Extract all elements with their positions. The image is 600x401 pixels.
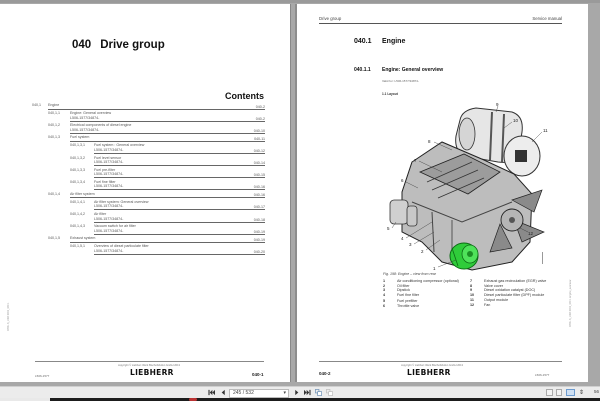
toc-number: 040,1,1 xyxy=(48,111,60,116)
margin-vertical-text: MBSL 6_1004 0042_040 1 Engine_overview xyxy=(569,279,572,327)
go-forward-view-button[interactable] xyxy=(325,389,333,397)
toc-number: 040,1,5 xyxy=(48,236,60,241)
legend-number: 8 xyxy=(470,283,473,288)
chapter-name: Drive group xyxy=(100,39,165,51)
callout-7: 7 xyxy=(414,158,417,163)
footer-copyright: copyright © Liebherr-Werk Bischofshofen GmbH 2013 xyxy=(401,364,463,367)
toc-title xyxy=(70,236,265,243)
legend-text: Oil filter xyxy=(397,283,410,288)
page-dropdown-icon[interactable]: ▾ xyxy=(283,389,286,396)
margin-vertical-text: MBSL 6_1004 0042_040 1 xyxy=(7,302,10,331)
zoom-level[interactable]: 56 xyxy=(593,389,599,394)
running-header-right: Service manual xyxy=(532,16,562,21)
navigation-toolbar xyxy=(0,386,600,398)
page-040-1 xyxy=(0,4,291,382)
toc-page-number: 040-10 xyxy=(253,128,265,133)
toc-title-text: Air filter xyxy=(94,212,107,216)
footer-copyright: copyright © Liebherr-Werk Bischofshofen GmbH 2013 xyxy=(118,364,180,367)
toc-number: 040,1,5,1 xyxy=(70,244,85,249)
toc-page-number: 040-2 xyxy=(255,116,265,121)
toc-page-number: 040-16 xyxy=(253,193,265,198)
last-page-icon xyxy=(304,389,311,396)
callout-2: 2 xyxy=(421,249,424,254)
toc-validity: L506-1577/34874- xyxy=(94,204,124,209)
toc-page-number: 040-12 xyxy=(253,148,265,153)
toc-title-text: Engine xyxy=(48,103,60,107)
toc-page-number: 040-14 xyxy=(253,161,265,165)
valid-for-note: Valid for: L506-1577/34874- xyxy=(382,79,419,83)
legend-text: Exhaust gas recirculation (EGR) valve xyxy=(484,279,547,283)
subsection-title xyxy=(354,67,443,73)
toc-title-text: Vacuum switch for air filter xyxy=(94,224,136,229)
toc-title-text: Exhaust system xyxy=(70,236,96,241)
callout-10: 10 xyxy=(513,118,519,123)
toc-validity: L506-1577/34874- xyxy=(94,147,124,152)
legend-number: 7 xyxy=(470,279,473,283)
toc-entry[interactable] xyxy=(0,192,291,199)
toc-page-number: 040-16 xyxy=(253,185,265,190)
toc-number: 040,1,4 xyxy=(48,191,60,196)
toc-page-number: 040-19 xyxy=(253,229,265,234)
legend-number: 2 xyxy=(383,283,386,288)
toc-validity: L506-1577/34874- xyxy=(94,216,124,221)
callout-5: 5 xyxy=(387,226,390,231)
footer-doc-id: L506-1577 xyxy=(535,373,550,377)
toc-page-number: 040-17 xyxy=(253,205,265,210)
legend-text: Valve cover xyxy=(484,283,503,288)
toc-entry[interactable] xyxy=(0,200,291,211)
legend-text: Output module xyxy=(484,297,509,302)
toc-number: 040,1,2 xyxy=(48,123,60,128)
toc-entry[interactable] xyxy=(0,135,291,142)
toc-entry[interactable] xyxy=(0,224,291,235)
toc-validity: L506-1577/34874- xyxy=(94,160,124,165)
toc-title-text: Overview of diesel particulate filter xyxy=(94,244,149,249)
footer-doc-id: L506-1577 xyxy=(35,374,50,378)
legend-text: Throttle valve xyxy=(397,303,420,308)
toc-entry[interactable] xyxy=(0,123,291,134)
legend-item xyxy=(383,304,468,308)
toc-number: 040,1,4,2 xyxy=(70,212,85,216)
callout-6: 6 xyxy=(401,178,404,183)
legend-number: 4 xyxy=(383,293,386,298)
toc-number: 040,1 xyxy=(32,103,41,107)
section-name: Engine xyxy=(382,38,406,45)
toc-title-text: Fuel fine filter xyxy=(94,179,116,184)
toc-entry[interactable] xyxy=(0,180,291,191)
toc-title-text: Air filter system: General overview xyxy=(94,199,149,204)
next-view-icon xyxy=(326,389,333,396)
legend-text: Fuel prefilter xyxy=(397,299,418,304)
legend-number: 1 xyxy=(383,279,386,283)
toc-entry[interactable] xyxy=(0,236,291,243)
toc-title xyxy=(94,244,265,255)
legend-item xyxy=(470,303,555,307)
toc-title xyxy=(94,200,265,211)
two-page-view-button[interactable] xyxy=(566,389,575,396)
toc-entry[interactable] xyxy=(0,103,291,110)
previous-page-button[interactable] xyxy=(219,389,226,397)
liebherr-logo: LIEBHERR xyxy=(407,368,451,377)
toc-title-text: Engine: General overview xyxy=(70,111,112,116)
toc-title-text: Air filter system xyxy=(70,191,95,196)
fit-width-button[interactable] xyxy=(578,389,585,397)
toc-title xyxy=(94,212,265,223)
first-page-icon xyxy=(208,389,215,396)
toc-entry[interactable] xyxy=(0,156,291,167)
footer-rule xyxy=(319,361,562,362)
callout-8: 8 xyxy=(428,139,431,144)
legend-text: Fuel fine filter xyxy=(397,293,420,298)
callout-4: 4 xyxy=(401,236,404,241)
toc-entry[interactable] xyxy=(0,143,291,154)
page-number-value: 245 / 532 xyxy=(233,389,254,396)
toc-title-text: Fuel pre-filter xyxy=(94,167,116,172)
toc-title xyxy=(70,135,265,142)
toc-page-number: 040-20 xyxy=(253,249,265,254)
toc-title xyxy=(70,111,265,122)
callout-9: 9 xyxy=(496,102,499,107)
toc-page-number: 040-18 xyxy=(253,217,265,222)
last-page-button[interactable] xyxy=(303,389,311,397)
legend-number: 5 xyxy=(383,299,386,304)
legend-text: Diesel particulate filter (DPF) module xyxy=(484,293,545,298)
footer-page-number: 040-1 xyxy=(252,372,264,377)
page-040-2 xyxy=(295,4,588,382)
liebherr-logo: LIEBHERR xyxy=(130,368,174,377)
toc-title xyxy=(70,192,265,199)
single-page-view-button[interactable] xyxy=(546,389,553,396)
toc-page-number: 040-19 xyxy=(253,237,265,242)
toc-page-number: 040-11 xyxy=(254,136,265,141)
legend-number: 11 xyxy=(470,297,474,302)
legend-number: 12 xyxy=(470,302,475,307)
toc-title-text: Fuel system : General overview xyxy=(94,143,145,148)
footer-rule xyxy=(35,361,264,362)
legend-text: Air conditioning compressor (optional) xyxy=(397,279,459,283)
previous-view-icon xyxy=(315,389,322,396)
callout-12: 12 xyxy=(528,231,534,236)
first-page-button[interactable] xyxy=(207,389,215,397)
header-rule xyxy=(319,23,562,24)
toc-validity: L506-1577/34874- xyxy=(70,127,100,132)
viewer-top-edge xyxy=(0,0,600,3)
toc-entry[interactable] xyxy=(0,168,291,179)
section-number: 040.1 xyxy=(354,38,372,45)
toc-title xyxy=(48,103,265,110)
toc-number: 040,1,3,3 xyxy=(70,167,85,172)
legend-text: Dipstick xyxy=(397,288,410,293)
toc-number: 040,1,4,3 xyxy=(70,224,85,229)
toc-page-number: 040-15 xyxy=(253,173,265,178)
legend-text: Fan xyxy=(484,302,491,307)
toc-title xyxy=(70,123,265,134)
layout-label: 1.1 Layout xyxy=(382,92,398,96)
legend-number: 10 xyxy=(470,293,475,298)
toc-number: 040,1,4,1 xyxy=(70,199,85,204)
subsection-name: Engine: General overview xyxy=(382,67,444,73)
toc-number: 040,1,3,4 xyxy=(70,179,85,184)
page-number-input[interactable] xyxy=(229,389,289,398)
fit-width-icon: ⇕ xyxy=(578,390,585,396)
chapter-number: 040 xyxy=(72,39,92,51)
toc-entry[interactable] xyxy=(0,111,291,122)
legend-number: 3 xyxy=(383,288,386,293)
toc-number: 040,1,3 xyxy=(48,135,60,140)
legend-column-1 xyxy=(383,279,468,308)
legend-number: 9 xyxy=(470,288,473,293)
toc-number: 040,1,3,2 xyxy=(70,155,85,160)
legend-number: 6 xyxy=(383,303,386,308)
toc-entry[interactable] xyxy=(0,212,291,223)
toc-validity: L506-1577/34874- xyxy=(70,115,100,120)
footer-page-number: 040-2 xyxy=(319,371,331,376)
callout-11: 11 xyxy=(543,128,548,133)
toc-validity: L506-1577/34874- xyxy=(94,172,124,177)
chapter-title xyxy=(72,39,165,51)
toc-title-text: Fuel level sensor xyxy=(94,155,122,160)
subsection-number: 040.1.1 xyxy=(354,67,371,73)
toc-title-text: Fuel system xyxy=(70,135,90,140)
running-header-left: Drive group xyxy=(319,16,342,21)
toc-title xyxy=(94,156,265,167)
toc-page-number: 040-2 xyxy=(255,104,265,109)
toc-title xyxy=(94,180,265,191)
callout-3: 3 xyxy=(409,242,412,247)
legend-column-2 xyxy=(470,279,555,307)
ac-compressor-shape xyxy=(450,243,478,269)
toc-title xyxy=(94,143,265,154)
continuous-view-button[interactable] xyxy=(556,389,562,396)
toc-validity: L506-1577/34874- xyxy=(94,248,124,253)
go-back-view-button[interactable] xyxy=(314,389,322,397)
toc-entry[interactable] xyxy=(0,244,291,255)
toc-title xyxy=(94,168,265,179)
legend-text: Diesel oxidation catalyst (DOC) xyxy=(484,288,536,293)
next-page-button[interactable] xyxy=(293,389,300,397)
legend-item xyxy=(383,293,468,297)
toc-number: 040,1,3,1 xyxy=(70,143,85,148)
previous-page-icon xyxy=(220,389,226,396)
figure-caption: Fig. 198: Engine – view from rear xyxy=(383,272,436,276)
toc-validity: L506-1577/34874- xyxy=(94,184,124,189)
toc-title-text: Electrical components of diesel engine xyxy=(70,123,132,128)
contents-heading: Contents xyxy=(225,91,264,101)
section-title xyxy=(354,38,405,45)
callout-1: 1 xyxy=(433,266,436,271)
next-page-icon xyxy=(294,389,300,396)
engine-illustration xyxy=(372,102,572,280)
toc-validity: L506-1577/34874- xyxy=(94,228,124,233)
toc-title xyxy=(94,224,265,235)
